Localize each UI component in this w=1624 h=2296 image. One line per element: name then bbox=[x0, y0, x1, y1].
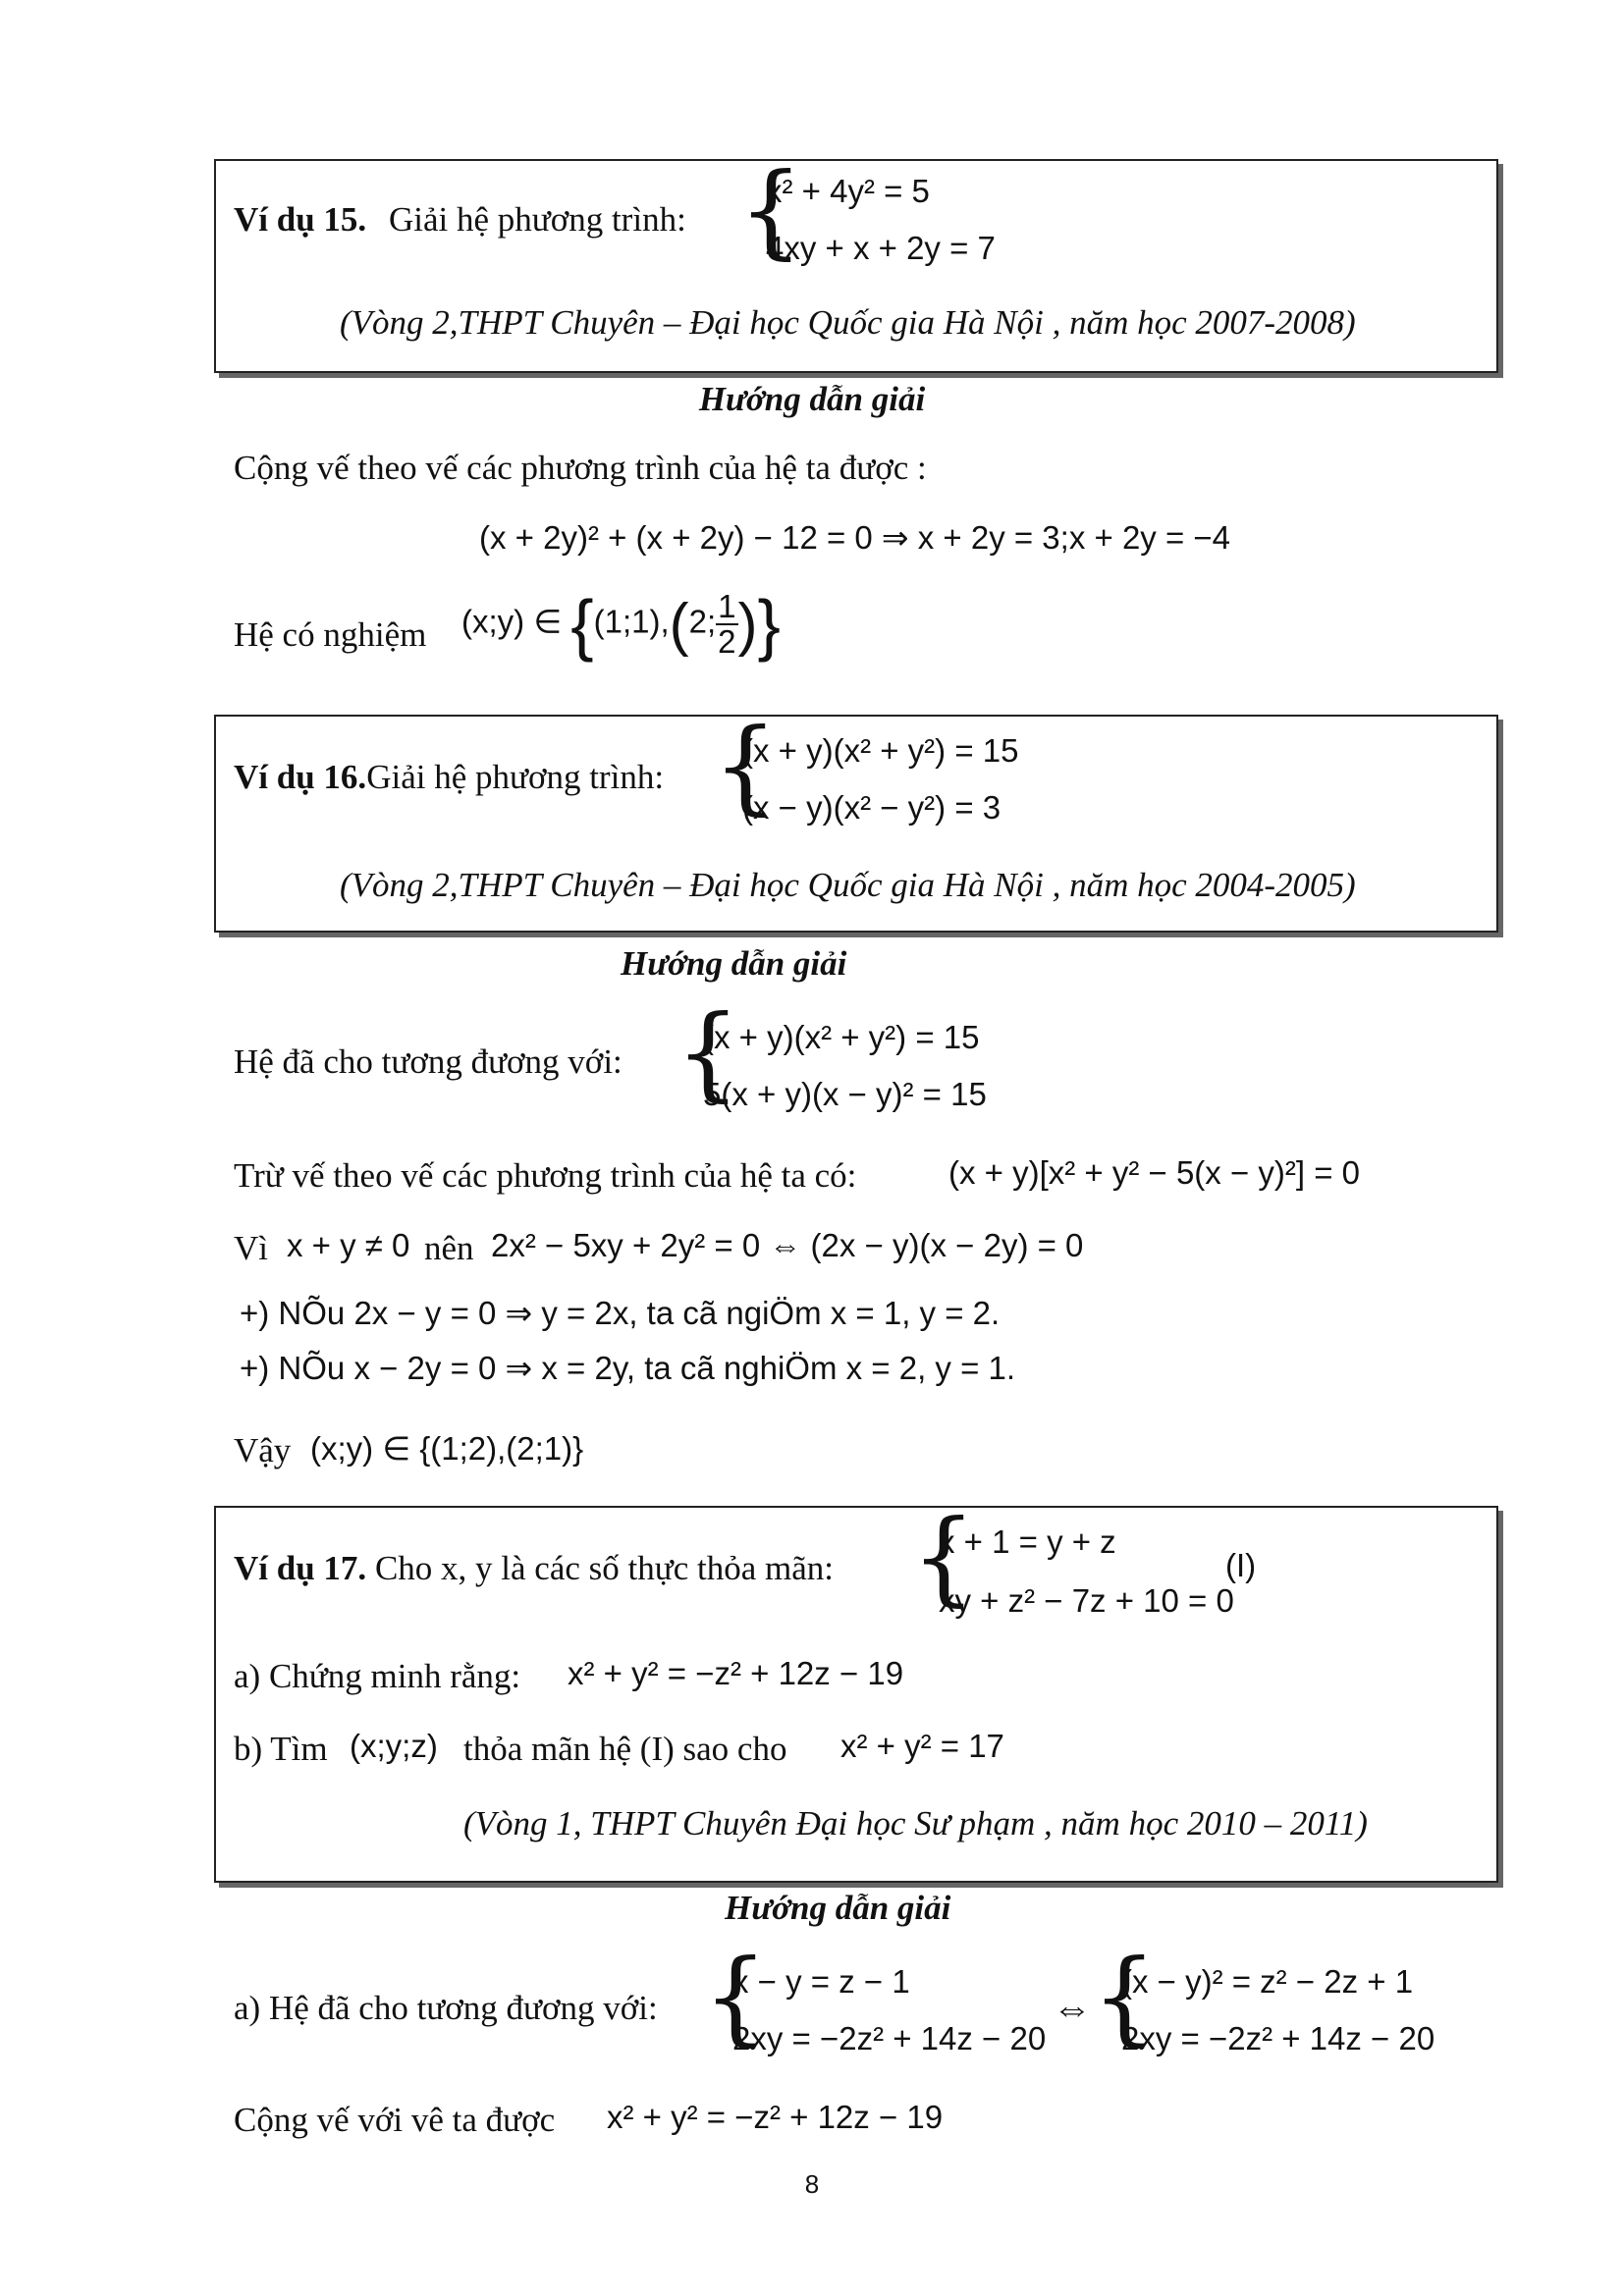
solution-16-subtract-prefix: Trừ vế theo vế các phương trình của hệ ta có: bbox=[234, 1156, 857, 1195]
solution-16-since-cond: x + y ≠ 0 bbox=[287, 1227, 410, 1263]
solution-17-heading: Hướng dẫn giải bbox=[725, 1889, 951, 1927]
solution-17-equiv-prefix: a) Hệ đã cho tương đương với: bbox=[234, 1989, 658, 2027]
solution-16-equiv-prefix: Hệ đã cho tương đương với: bbox=[234, 1042, 623, 1081]
page-number: 8 bbox=[804, 2169, 820, 2199]
solution-17-sys2-eq2: 2xy = −2z² + 14z − 20 bbox=[1121, 2020, 1435, 2056]
example-16-statement bbox=[234, 756, 664, 799]
solution-17-sys1-eq1: x − y = z − 1 bbox=[732, 1963, 910, 2000]
example-17-source: (Vòng 1, THPT Chuyên Đại học Sư phạm , năm học 2010 – 2011) bbox=[463, 1804, 1368, 1842]
solution-15-line1: Cộng vế theo vế các phương trình của hệ ta được : bbox=[234, 449, 927, 487]
solution-17-add-formula: x² + y² = −z² + 12z − 19 bbox=[607, 2099, 944, 2135]
solution-16-case1: +) NÕu 2x − y = 0 ⇒ y = 2x, ta cã ngiÖm x = 1, y = 2. bbox=[240, 1295, 1001, 1331]
example-15-source: (Vòng 2,THPT Chuyên – Đại học Quốc gia Hà Nội , năm học 2007-2008) bbox=[340, 303, 1356, 342]
solution-16-conclusion-set: (x;y) ∈ {(1;2),(2;1)} bbox=[310, 1430, 584, 1467]
solution-16-conclusion-prefix: Vậy bbox=[234, 1431, 292, 1469]
example-17-eq1: x + 1 = y + z bbox=[939, 1523, 1116, 1560]
solution-16-eq1: (x + y)(x² + y²) = 15 bbox=[703, 1019, 980, 1055]
example-15-brace: { bbox=[738, 150, 804, 270]
solution-15-heading: Hướng dẫn giải bbox=[698, 380, 926, 418]
example-15-statement bbox=[234, 198, 686, 241]
example-16-eq2: (x − y)(x² − y²) = 3 bbox=[742, 789, 1001, 826]
solution-15-result-set bbox=[461, 585, 781, 664]
example-17-part-b-mid: thỏa mãn hệ (I) sao cho bbox=[463, 1730, 787, 1768]
solution-16-heading: Hướng dẫn giải bbox=[621, 944, 847, 983]
solution-17-brace-2: { bbox=[1092, 1937, 1158, 2056]
solution-17-brace-1: { bbox=[703, 1937, 769, 2056]
example-17-prompt: Cho x, y là các số thực thỏa mãn: bbox=[374, 1549, 834, 1587]
solution-16-eq2: 5(x + y)(x − y)² = 15 bbox=[703, 1076, 987, 1112]
solution-16-since-word: Vì bbox=[234, 1229, 268, 1267]
example-17-statement bbox=[234, 1547, 834, 1590]
result-set-visible: (x;y) ∈ {(1;1),(2; $\frac{1}{2}$ )} bbox=[461, 586, 781, 663]
example-17-part-b-prefix: b) Tìm bbox=[234, 1730, 328, 1768]
example-17-part-a-formula: x² + y² = −z² + 12z − 19 bbox=[568, 1655, 904, 1691]
solution-17-sys1-eq2: 2xy = −2z² + 14z − 20 bbox=[732, 2020, 1047, 2056]
example-15-label: Ví dụ 15. bbox=[234, 200, 367, 239]
solution-16-case2: +) NÕu x − 2y = 0 ⇒ x = 2y, ta cã nghiÖm x = 2, y = 1. bbox=[240, 1350, 1016, 1386]
example-15-eq1: x² + 4y² = 5 bbox=[766, 173, 930, 209]
solution-17-sys2-eq1: (x − y)² = z² − 2z + 1 bbox=[1121, 1963, 1414, 2000]
example-17-eq2: xy + z² − 7z + 10 = 0 bbox=[939, 1582, 1234, 1619]
example-17-label: Ví dụ 17. bbox=[234, 1549, 367, 1587]
example-16-eq1: (x + y)(x² + y²) = 15 bbox=[742, 732, 1019, 769]
solution-17-add-prefix: Cộng vế với vê ta được bbox=[234, 2101, 556, 2139]
solution-17-iff: ⇔ bbox=[1053, 1987, 1092, 2030]
example-17-brace: { bbox=[911, 1497, 977, 1617]
solution-16-since-formula: 2x² − 5xy + 2y² = 0 ⇔ (2x − y)(x − 2y) = 0 bbox=[491, 1227, 1084, 1263]
solution-16-then-word: nên bbox=[424, 1229, 474, 1267]
example-16-brace: { bbox=[713, 706, 779, 826]
example-15-eq2: 4xy + x + 2y = 7 bbox=[766, 230, 996, 266]
example-17-tag: (I) bbox=[1225, 1547, 1257, 1583]
example-17-part-a-prefix: a) Chứng minh rằng: bbox=[234, 1657, 521, 1695]
solution-15-formula: (x + 2y)² + (x + 2y) − 12 = 0 ⇒ x + 2y = 3;x + 2y = −4 bbox=[479, 519, 1231, 556]
example-17-part-b-var: (x;y;z) bbox=[350, 1728, 438, 1764]
example-15-prompt: Giải hệ phương trình: bbox=[388, 200, 686, 239]
example-17-part-b-formula: x² + y² = 17 bbox=[840, 1728, 1004, 1764]
example-16-prompt: Giải hệ phương trình: bbox=[366, 758, 665, 796]
solution-16-subtract-formula: (x + y)[x² + y² − 5(x − y)²] = 0 bbox=[948, 1154, 1361, 1191]
example-16-source: (Vòng 2,THPT Chuyên – Đại học Quốc gia Hà Nội , năm học 2004-2005) bbox=[340, 866, 1356, 904]
example-16-label: Ví dụ 16. bbox=[234, 758, 367, 796]
solution-15-result bbox=[234, 614, 426, 657]
solution-16-brace: { bbox=[676, 992, 741, 1112]
solution-15-result-prefix: Hệ có nghiệm bbox=[234, 615, 427, 654]
